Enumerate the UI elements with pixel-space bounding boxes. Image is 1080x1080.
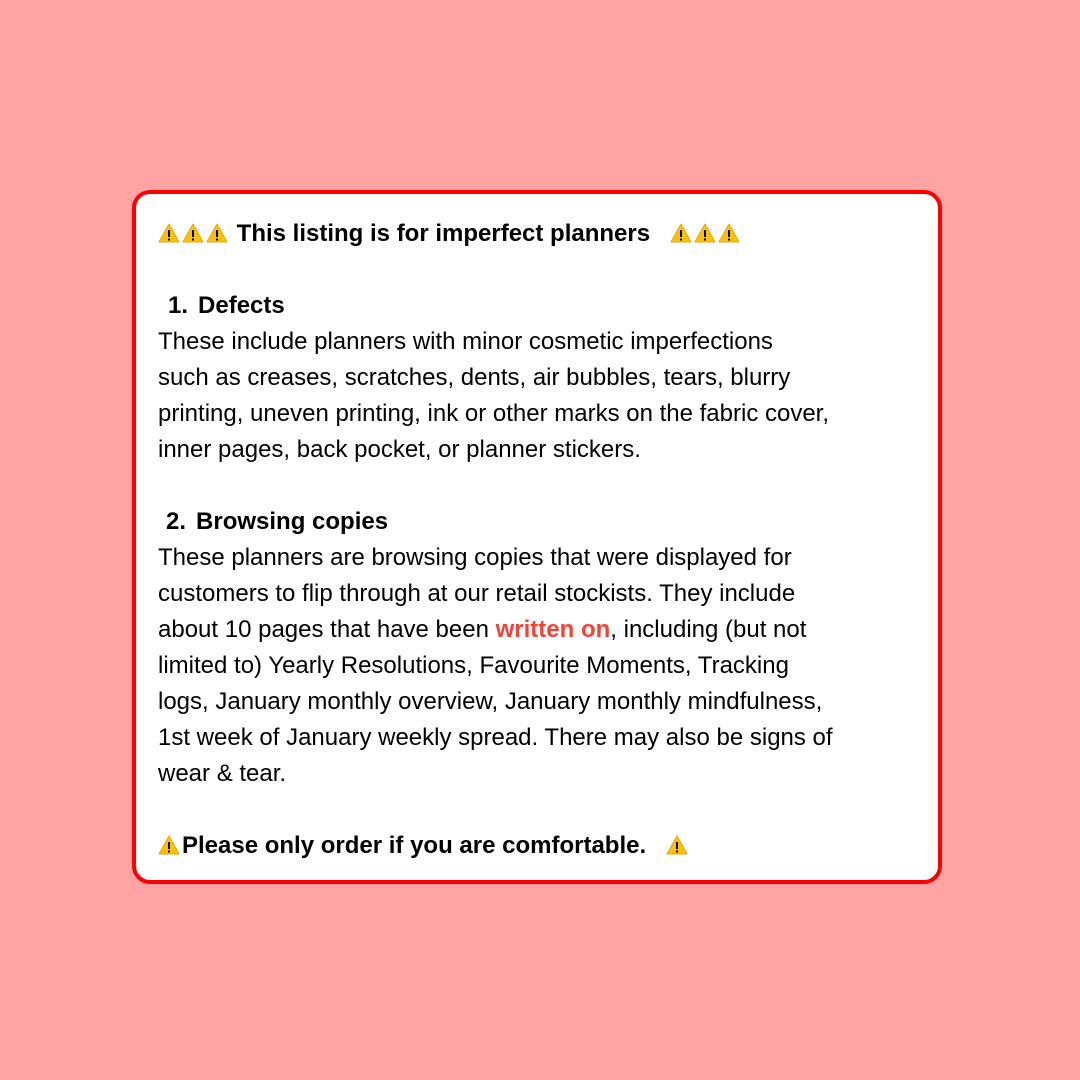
body-line: such as creases, scratches, dents, air bubbles, tears, blurry <box>158 364 791 391</box>
body-line: printing, uneven printing, ink or other marks on the fabric cover, <box>158 400 830 427</box>
body-line: These include planners with minor cosmetic imperfections <box>158 328 773 355</box>
warning-icons-right <box>670 216 742 252</box>
section-title: Browsing copies <box>196 508 389 535</box>
warning-icon <box>182 223 204 243</box>
section-heading-browsing <box>158 504 918 540</box>
warning-icon <box>670 223 692 243</box>
text-after: , including (but not <box>610 616 807 643</box>
section-heading-defects <box>158 288 918 324</box>
warning-icons-left <box>158 216 230 252</box>
spacer <box>158 792 918 828</box>
body-line: wear & tear. <box>158 760 287 787</box>
title-line <box>158 216 918 252</box>
title-text: This listing is for imperfect planners <box>236 220 651 247</box>
body-line: 1st week of January weekly spread. There may also be signs of <box>158 724 833 751</box>
text-before: about 10 pages that have been <box>158 616 496 643</box>
section-number: 2. <box>166 508 187 535</box>
highlighted-text: written on <box>495 616 611 643</box>
warning-icon <box>158 835 180 855</box>
spacer <box>158 252 918 288</box>
warning-icon <box>666 835 688 855</box>
warning-icon <box>158 223 180 243</box>
spacer <box>158 468 918 504</box>
body-line: logs, January monthly overview, January monthly mindfulness, <box>158 688 823 715</box>
body-line-highlighted <box>158 612 918 648</box>
footer-line <box>158 828 918 864</box>
body-line: These planners are browsing copies that were displayed for <box>158 544 792 571</box>
warning-icon <box>718 223 740 243</box>
warning-icon <box>694 223 716 243</box>
section-title: Defects <box>198 292 285 319</box>
section-number: 1. <box>168 292 189 319</box>
notice-card <box>132 190 942 884</box>
warning-icon <box>206 223 228 243</box>
body-line: limited to) Yearly Resolutions, Favourite Moments, Tracking <box>158 652 789 679</box>
footer-text: Please only order if you are comfortable. <box>182 832 647 859</box>
body-line: customers to flip through at our retail stockists. They include <box>158 580 796 607</box>
body-line: inner pages, back pocket, or planner stickers. <box>158 436 641 463</box>
